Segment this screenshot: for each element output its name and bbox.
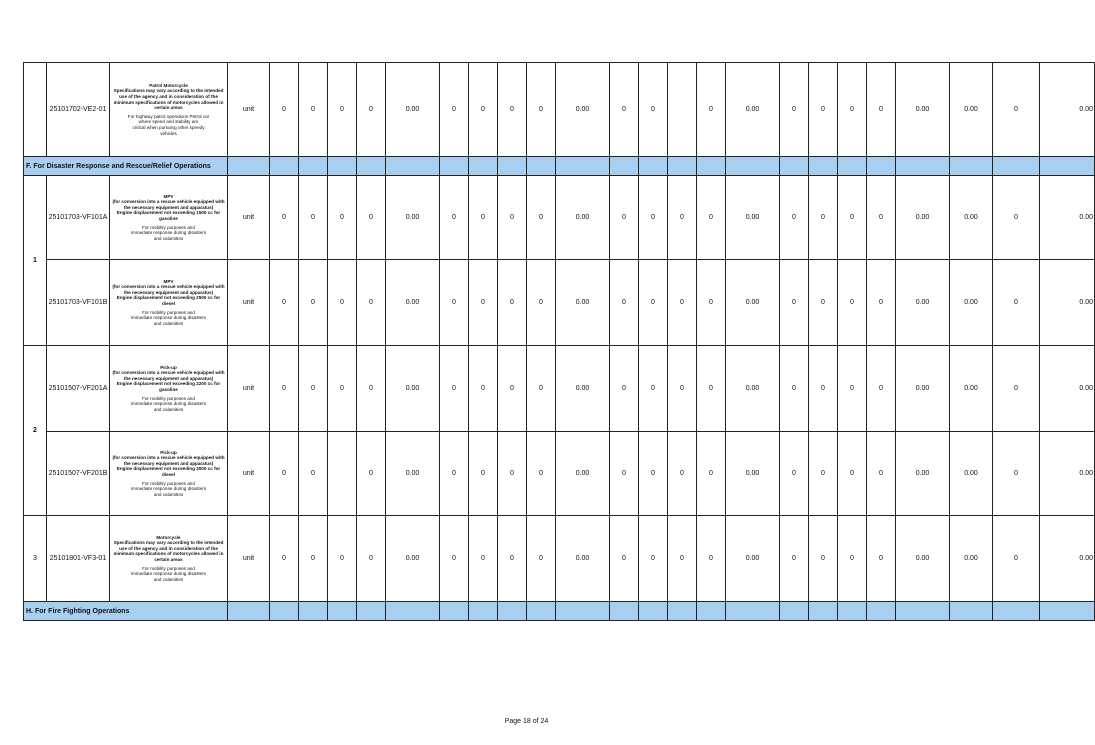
value-cell: 0.00 [726, 432, 780, 516]
item-description [110, 260, 228, 346]
value-cell: 0 [299, 176, 328, 260]
value-cell: 0 [780, 176, 809, 260]
item-note: For mobility purposes and immediate response during disasters and calamities [130, 395, 207, 412]
value-cell: 0 [867, 516, 896, 602]
value-cell: 0 [867, 432, 896, 516]
value-cell: 0 [328, 346, 357, 432]
item-description [110, 432, 228, 516]
item-code: 25101507-VF201A [47, 346, 110, 432]
table-row [24, 346, 1095, 432]
item-code: 25101801-VF3-01 [47, 516, 110, 602]
table-row [24, 432, 1095, 516]
item-note: For mobility purposes and immediate response during disasters and calamities [130, 309, 207, 326]
value-cell: 0 [838, 516, 867, 602]
value-cell: 0 [610, 260, 639, 346]
value-cell: 0 [668, 516, 697, 602]
value-cell: 0 [469, 63, 498, 157]
value-cell: 0.00 [950, 260, 993, 346]
value-cell: 0 [357, 260, 386, 346]
value-cell: 0 [780, 260, 809, 346]
value-cell: 0 [668, 176, 697, 260]
value-cell: 0 [469, 432, 498, 516]
value-cell: 0 [610, 63, 639, 157]
value-cell: 0.00 [556, 260, 610, 346]
item-title: Patrol Motorcycle Specifications may vary according to the intended use of the agency and in consideration of the minimum specifications of motorcycles allowed in certain areas [113, 82, 224, 111]
value-cell: 0.00 [1040, 432, 1095, 516]
value-cell: 0 [270, 176, 299, 260]
value-cell: 0 [697, 346, 726, 432]
value-cell: 0 [809, 432, 838, 516]
value-cell: 0 [328, 63, 357, 157]
value-cell: 0.00 [1040, 516, 1095, 602]
value-cell: 0 [697, 63, 726, 157]
value-cell: 0.00 [896, 516, 950, 602]
value-cell: 0 [527, 176, 556, 260]
item-description [110, 516, 228, 602]
value-cell: 0 [867, 346, 896, 432]
value-cell: 0 [668, 432, 697, 516]
value-cell: 0 [498, 176, 527, 260]
value-cell: 0 [270, 516, 299, 602]
value-cell: 0 [639, 516, 668, 602]
value-cell: 0 [780, 432, 809, 516]
value-cell: 0 [440, 176, 469, 260]
value-cell: 0.00 [386, 63, 440, 157]
value-cell: 0.00 [1040, 63, 1095, 157]
value-cell: 0.00 [896, 346, 950, 432]
value-cell: 0 [469, 346, 498, 432]
unit-cell: unit [228, 516, 270, 602]
value-cell: 0 [639, 432, 668, 516]
value-cell: 0 [838, 346, 867, 432]
section-row-h [24, 602, 1095, 621]
value-cell: 0 [639, 176, 668, 260]
value-cell: 0 [993, 516, 1040, 602]
value-cell: 0.00 [386, 516, 440, 602]
value-cell [328, 432, 357, 516]
item-title: MPV (for conversion into a rescue vehicle equipped with the necessary equipment and apparatus) Engine displacement not exceeding 1500 cc for gasoline [112, 193, 225, 221]
value-cell: 0 [809, 260, 838, 346]
value-cell: 0 [610, 516, 639, 602]
unit-cell: unit [228, 260, 270, 346]
item-note: For mobility purposes and immediate response during disasters and calamities [130, 480, 207, 497]
value-cell: 0 [610, 432, 639, 516]
value-cell: 0.00 [386, 176, 440, 260]
unit-cell: unit [228, 176, 270, 260]
value-cell: 0.00 [950, 176, 993, 260]
value-cell: 0.00 [726, 260, 780, 346]
value-cell: 0 [838, 260, 867, 346]
table-row [24, 63, 1095, 157]
unit-cell: unit [228, 63, 270, 157]
section-title: H. For Fire Fighting Operations [24, 602, 228, 621]
unit-cell: unit [228, 346, 270, 432]
value-cell: 0 [469, 176, 498, 260]
value-cell: 0 [469, 260, 498, 346]
value-cell: 0.00 [1040, 176, 1095, 260]
value-cell: 0 [809, 346, 838, 432]
value-cell: 0.00 [896, 432, 950, 516]
value-cell: 0 [357, 63, 386, 157]
value-cell: 0.00 [386, 260, 440, 346]
item-description [110, 63, 228, 157]
group-number: 3 [24, 516, 47, 602]
value-cell: 0 [610, 346, 639, 432]
value-cell: 0 [357, 346, 386, 432]
value-cell: 0 [299, 432, 328, 516]
value-cell: 0 [357, 176, 386, 260]
value-cell: 0.00 [896, 63, 950, 157]
value-cell: 0.00 [896, 176, 950, 260]
value-cell: 0.00 [1040, 260, 1095, 346]
value-cell: 0.00 [1040, 346, 1095, 432]
group-number: 1 [24, 176, 47, 346]
value-cell: 0 [809, 176, 838, 260]
value-cell: 0 [993, 176, 1040, 260]
value-cell: 0 [440, 516, 469, 602]
value-cell: 0 [993, 346, 1040, 432]
value-cell: 0.00 [726, 63, 780, 157]
value-cell: 0 [697, 432, 726, 516]
value-cell: 0 [639, 346, 668, 432]
procurement-table [23, 62, 1095, 621]
value-cell: 0.00 [726, 516, 780, 602]
value-cell: 0 [299, 346, 328, 432]
group-number: 2 [24, 346, 47, 516]
value-cell: 0 [498, 432, 527, 516]
item-title: MPV (for conversion into a rescue vehicle equipped with the necessary equipment and apparatus) Engine displacement not exceeding 2500 cc for diesel [112, 278, 225, 306]
section-row-f [24, 157, 1095, 176]
page-number: Page 18 of 24 [504, 718, 549, 725]
value-cell: 0 [299, 516, 328, 602]
item-title: Motorcycle Specifications may vary according to the intended use of the agency and in consideration of the minimum specifications of motorcycles allowed in certain areas [113, 534, 224, 562]
item-description [110, 346, 228, 432]
value-cell: 0.00 [950, 432, 993, 516]
value-cell: 0 [270, 63, 299, 157]
value-cell: 0 [469, 516, 498, 602]
value-cell: 0.00 [556, 63, 610, 157]
table-row [24, 516, 1095, 602]
value-cell: 0 [527, 432, 556, 516]
value-cell: 0.00 [950, 346, 993, 432]
value-cell: 0 [527, 346, 556, 432]
value-cell: 0 [780, 516, 809, 602]
value-cell: 0 [809, 516, 838, 602]
table-row [24, 176, 1095, 260]
value-cell: 0 [357, 432, 386, 516]
value-cell: 0 [328, 516, 357, 602]
value-cell: 0 [697, 516, 726, 602]
value-cell: 0.00 [950, 63, 993, 157]
value-cell: 0 [993, 63, 1040, 157]
value-cell: 0 [780, 63, 809, 157]
value-cell: 0 [270, 260, 299, 346]
value-cell: 0 [328, 260, 357, 346]
value-cell: 0.00 [950, 516, 993, 602]
row-index [24, 63, 47, 157]
value-cell: 0.00 [896, 260, 950, 346]
value-cell: 0 [993, 432, 1040, 516]
item-note: For mobility purposes and immediate response during disasters and calamities [130, 565, 207, 582]
value-cell: 0 [867, 63, 896, 157]
value-cell: 0 [299, 63, 328, 157]
value-cell: 0 [668, 346, 697, 432]
value-cell: 0 [867, 260, 896, 346]
value-cell: 0 [809, 63, 838, 157]
value-cell: 0.00 [556, 346, 610, 432]
value-cell: 0 [838, 176, 867, 260]
value-cell: 0 [527, 516, 556, 602]
value-cell: 0 [270, 346, 299, 432]
item-title: Pick-up (for conversion into a rescue vehicle equipped with the necessary equipment and apparatus) Engine displacement not exceeding 2200 cc for gasoline [112, 364, 225, 392]
value-cell [668, 63, 697, 157]
value-cell: 0.00 [556, 176, 610, 260]
item-title: Pick-up (for conversion into a rescue vehicle equipped with the necessary equipment and apparatus) Engine displacement not exceeding 3000 cc for diesel [112, 449, 225, 477]
value-cell: 0 [697, 260, 726, 346]
value-cell: 0 [668, 260, 697, 346]
item-code: 25101702-VE2-01 [47, 63, 110, 157]
value-cell: 0.00 [556, 516, 610, 602]
value-cell: 0 [357, 516, 386, 602]
value-cell: 0.00 [556, 432, 610, 516]
value-cell: 0 [867, 176, 896, 260]
value-cell: 0.00 [386, 432, 440, 516]
unit-cell: unit [228, 432, 270, 516]
value-cell: 0 [440, 260, 469, 346]
value-cell: 0 [993, 260, 1040, 346]
value-cell: 0 [639, 63, 668, 157]
value-cell: 0 [498, 260, 527, 346]
value-cell: 0 [838, 63, 867, 157]
table-row [24, 260, 1095, 346]
item-code: 25101703-VF101B [47, 260, 110, 346]
item-description [110, 176, 228, 260]
value-cell: 0 [610, 176, 639, 260]
value-cell: 0 [440, 432, 469, 516]
value-cell: 0 [527, 260, 556, 346]
value-cell: 0 [498, 63, 527, 157]
value-cell: 0 [697, 176, 726, 260]
value-cell: 0 [780, 346, 809, 432]
value-cell: 0 [328, 176, 357, 260]
value-cell: 0 [838, 432, 867, 516]
value-cell: 0 [527, 63, 556, 157]
value-cell: 0.00 [726, 346, 780, 432]
section-title: F. For Disaster Response and Rescue/Relief Operations [24, 157, 228, 176]
value-cell: 0 [299, 260, 328, 346]
value-cell: 0 [498, 516, 527, 602]
value-cell: 0 [498, 346, 527, 432]
item-code: 25101507-VF201B [47, 432, 110, 516]
value-cell: 0 [639, 260, 668, 346]
item-code: 25101703-VF101A [47, 176, 110, 260]
value-cell: 0 [440, 63, 469, 157]
value-cell: 0.00 [386, 346, 440, 432]
value-cell: 0.00 [726, 176, 780, 260]
item-note: For mobility purposes and immediate response during disasters and calamities [130, 224, 207, 241]
value-cell: 0 [440, 346, 469, 432]
value-cell: 0 [270, 432, 299, 516]
item-note: For highway patrol operations Petrol car where speed and stability are critical when pursuing other speedy vehicles [127, 113, 210, 136]
